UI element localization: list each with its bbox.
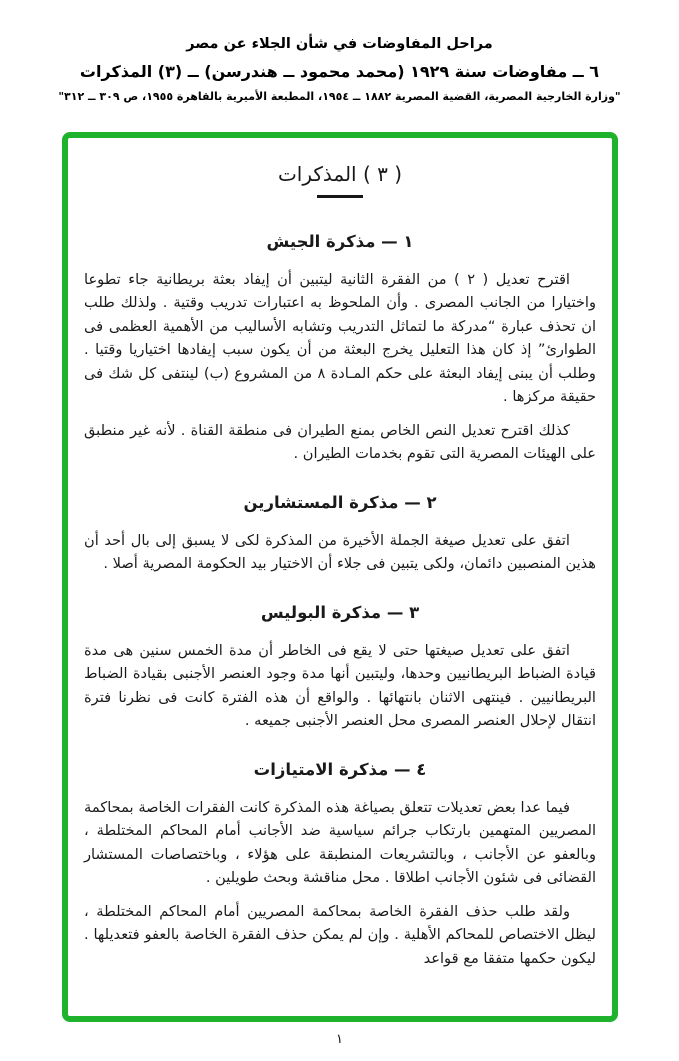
header-subtitle: ٦ ــ مفاوضات سنة ١٩٢٩ (محمد محمود ــ هندرسن) ــ (٣) المذكرات: [79, 62, 600, 81]
page-number: ١: [336, 1032, 343, 1047]
page-header: [0, 0, 679, 103]
section-heading: ٣ — مذكرة البوليس: [260, 602, 420, 622]
paragraph: اتفق على تعديل صيغة الجملة الأخيرة من المذكرة لكى لا يسبق إلى بال أحد أن هذين المنصبين دائمان، ولكى يتبين فى جلاء أن الاختيار بيد الحكومة المصرية أصلا .: [84, 531, 596, 572]
header-source-citation: "وزارة الخارجية المصرية، القضية المصرية ١٨٨٢ ــ ١٩٥٤، المطبعة الأميرية بالقاهرة ١٩٥٥، ص ٣٠٩ ــ ٣١٢": [58, 90, 621, 103]
section-heading: ٢ — مذكرة المستشارين: [243, 492, 437, 512]
section-police-memo: [84, 603, 596, 733]
section-heading: ٤ — مذكرة الامتيازات: [253, 759, 427, 779]
paragraph: ولقد طلب حذف الفقرة الخاصة بمحاكمة المصريين أمام المحاكم المختلطة ، ليظل الاختصاص للمحاكم الأهلية . وإن لم يمكن حذف الفقرة الخاصة بالعفو فتعديلها . ليكون حكمها متفقا مع قواعد: [84, 902, 596, 967]
document-title: ( ٣ ) المذكرات: [277, 162, 403, 186]
section-army-memo: [84, 232, 596, 466]
section-advisers-memo: [84, 493, 596, 576]
paragraph: كذلك اقترح تعديل النص الخاص بمنع الطيران فى منطقة القناة . لأنه غير منطبق على الهيئات المصرية التى تقوم بخدمات الطيران .: [84, 421, 596, 462]
paragraph: اقترح تعديل ( ٢ ) من الفقرة الثانية ليتبين أن إيفاد بعثة بريطانية جاء تطوعا واختيارا من الجانب المصرى . وأن الملحوظ به اعتبارات تدريب وقتية . ولذلك طلب ان تحذف عبارة “مدركة ما لتماثل التدريب وتشابه الأساليب من الأهمية العظمى فى الطوارئ” إذ كان هذا التعليل يخرج البعثة من أن يكون سبب إيفادها اختياريا وقتيا . وطلب أن يبنى إيفاد البعثة على حكم المـادة ٨ من المشروع (ب) لينتفى كل شك فى حقيقة مركزها .: [84, 270, 596, 405]
title-underline: [317, 195, 363, 198]
paragraph: اتفق على تعديل صيغتها حتى لا يقع فى الخاطر أن مدة الخمس سنين هى مدة قيادة الضباط البريطانيين وحدها، وليتبين أنها مدة وجود العنصر الأجنبى بقيادة الضباط البريطانيين . فينتهى الاثنان بانتهائها . والواقع أن هذه الفترة كانت فى نظرنا فترة انتقال لإحلال العنصر المصرى محل العنصر الأجنبى جميعه .: [84, 641, 596, 729]
green-highlight-box: [62, 132, 618, 1022]
section-capitulations-memo: [84, 760, 596, 971]
section-heading: ١ — مذكرة الجيش: [266, 231, 414, 251]
paragraph: فيما عدا بعض تعديلات تتعلق بصياغة هذه المذكرة كانت الفقرات الخاصة بمحاكمة المصريين المتهمين بارتكاب جرائم سياسية ضد الأجانب أمام المحاكم المختلطة ، وبالعفو عن الأجانب ، وبالتشريعات المنطبقة على هؤلاء ، وباختصاصات المستشار القضائى فى شئون الأجانب اطلاقا . محل مناقشة وبحث طويلين .: [84, 798, 596, 886]
header-title: مراحل المفاوضات في شأن الجلاء عن مصر: [186, 36, 493, 52]
